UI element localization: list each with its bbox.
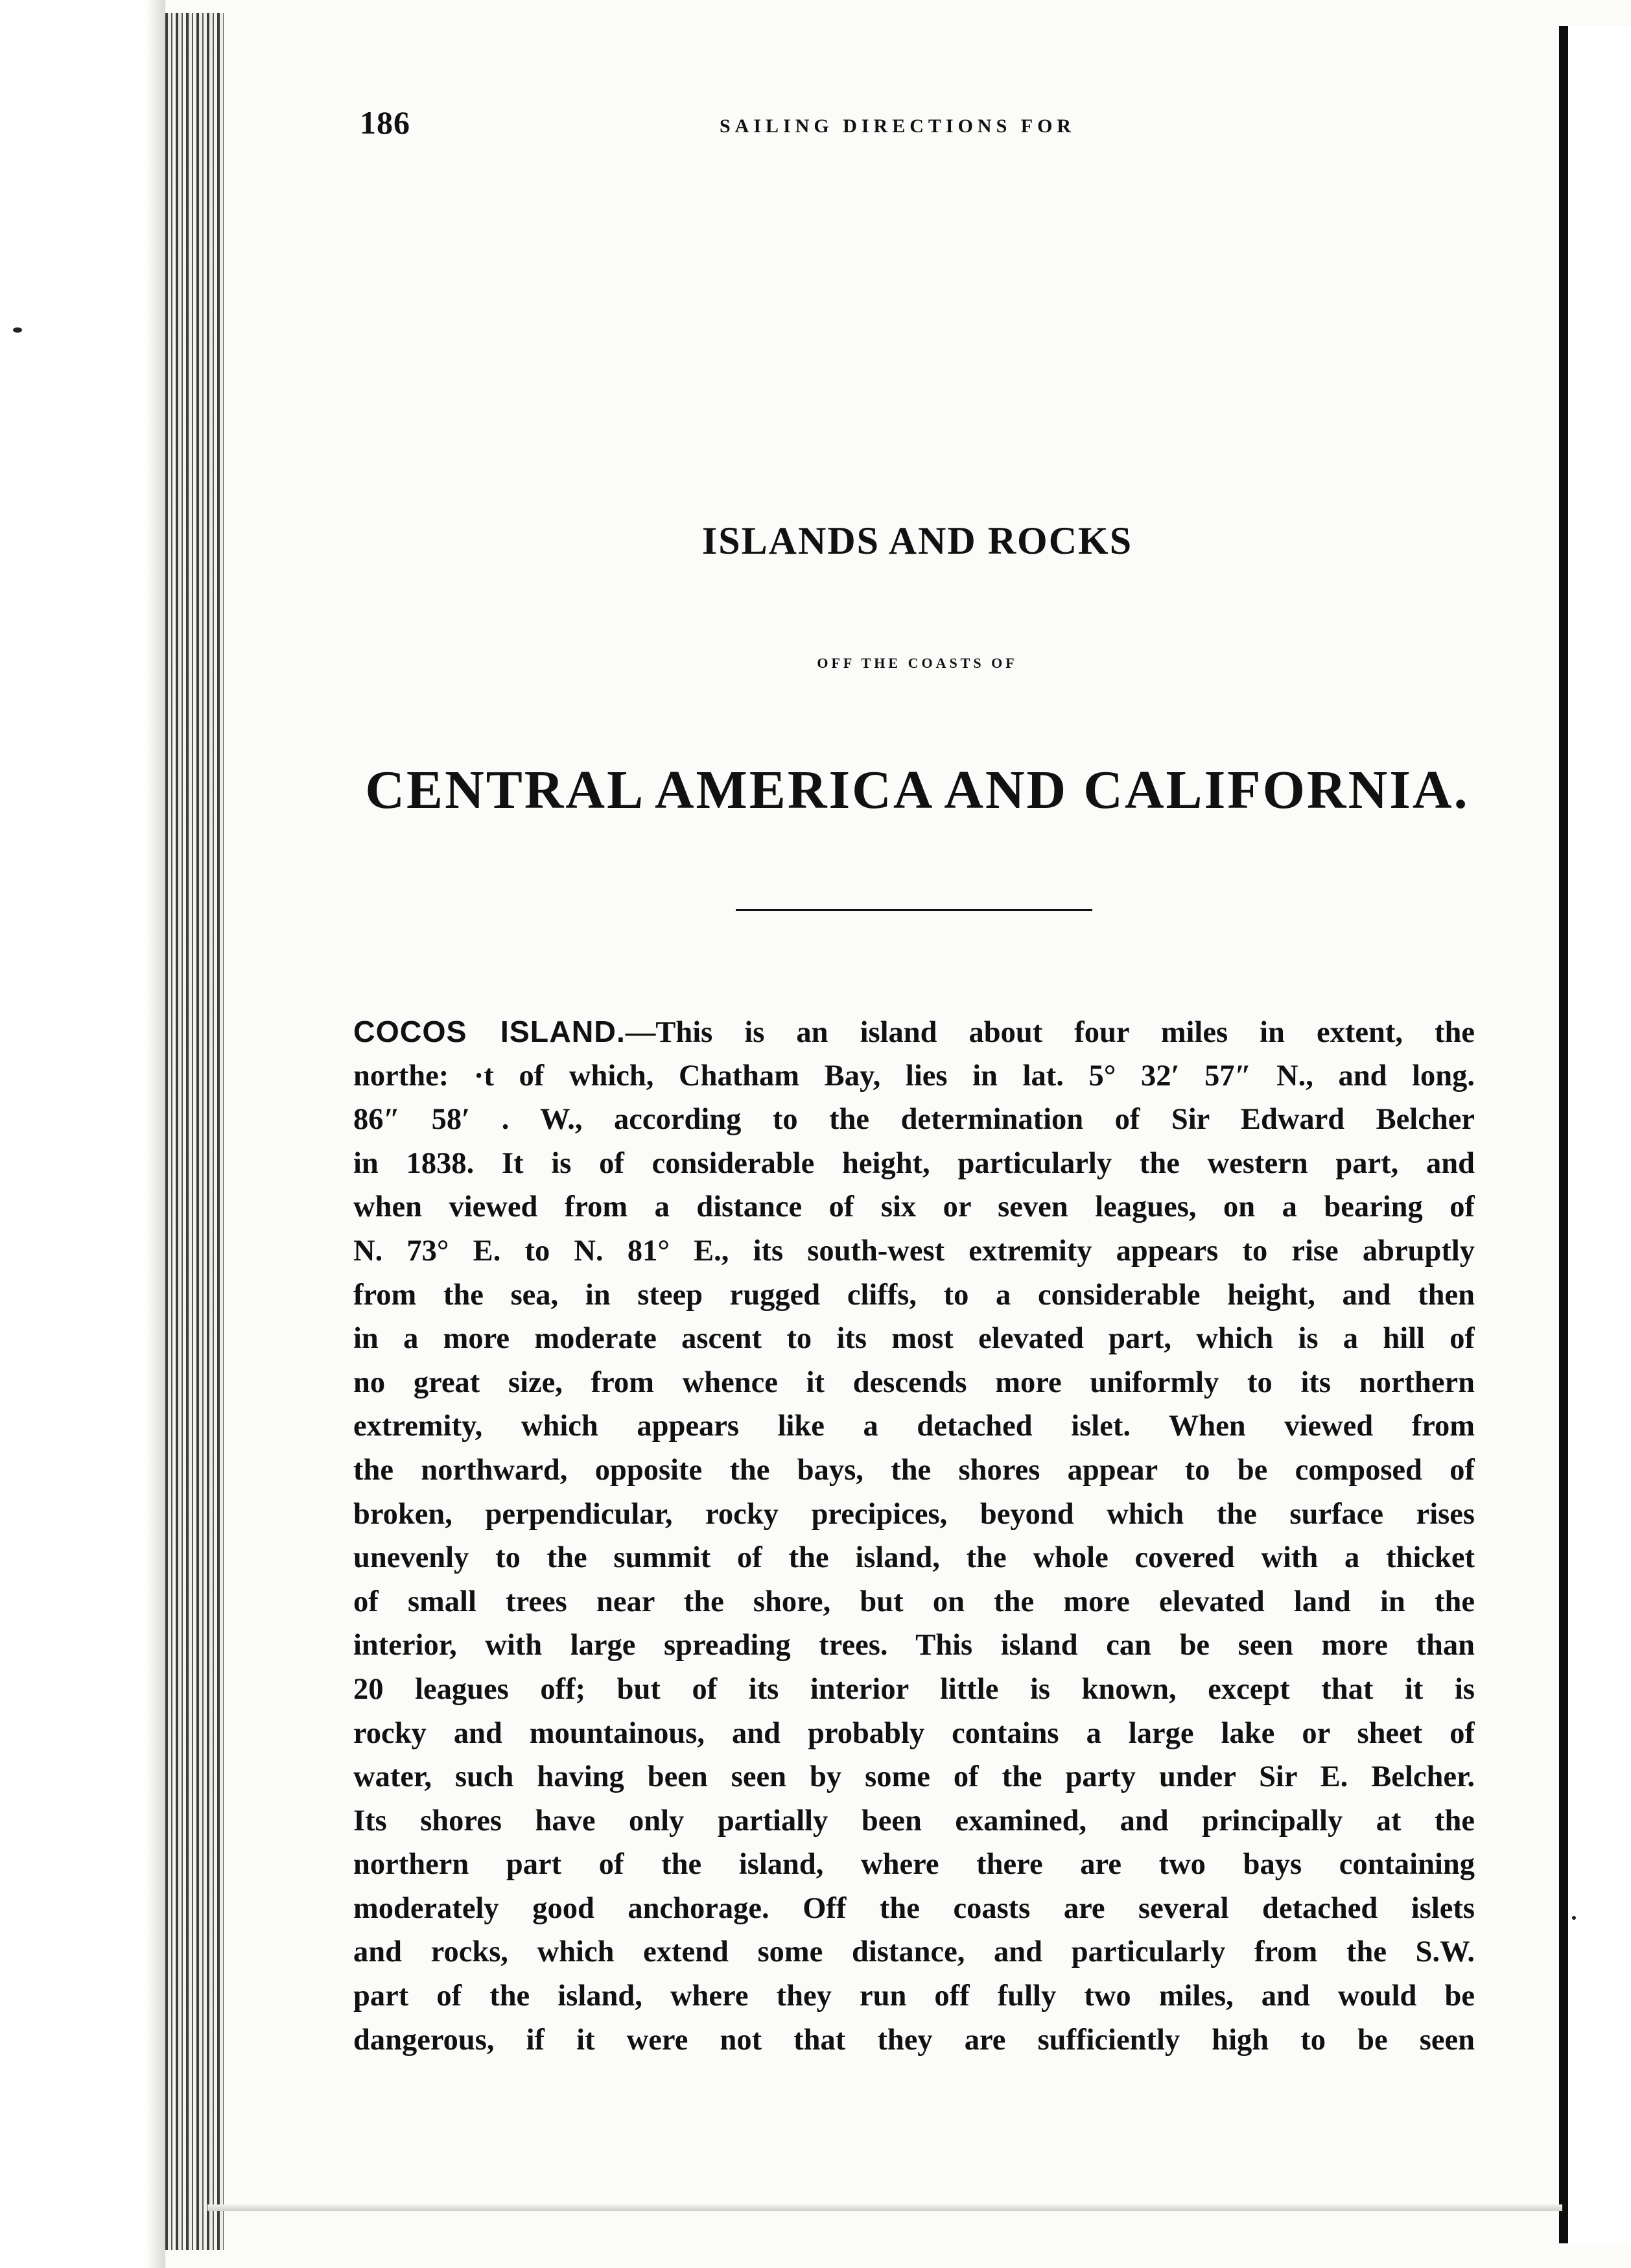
text-line: N. 73° E. to N. 81° E., its south-west extremity appears to rise abruptly <box>353 1234 1475 1268</box>
section-heading: CENTRAL AMERICA AND CALIFORNIA. <box>365 760 1470 820</box>
text-line: interior, with large spreading trees. This island can be seen more than <box>353 1629 1475 1662</box>
text-line: rocky and mountainous, and probably contains a large lake or sheet of <box>353 1716 1475 1750</box>
page-edges-binding <box>165 13 224 2250</box>
text-line-content: —This is an island about four miles in extent, the <box>625 1016 1475 1049</box>
scan-margin-left <box>0 0 146 2268</box>
lead-in-heading: COCOS ISLAND. <box>353 1015 626 1048</box>
page-header <box>360 104 1475 149</box>
section-title: ISLANDS AND ROCKS <box>701 519 1133 562</box>
text-line: water, such having been seen by some of the party under Sir E. Belcher. <box>353 1760 1475 1794</box>
text-line: part of the island, where they run off fully two miles, and would be <box>353 1979 1475 2013</box>
text-line: in a more moderate ascent to its most elevated part, which is a hill of <box>353 1322 1475 1356</box>
scan-speck <box>13 327 22 333</box>
text-line <box>353 1010 1475 1054</box>
section-subtitle: OFF THE COASTS OF <box>817 655 1018 671</box>
binding-shadow <box>146 0 165 2268</box>
text-line: unevenly to the summit of the island, the whole covered with a thicket <box>353 1541 1475 1575</box>
text-line: moderately good anchorage. Off the coasts are several detached islets <box>353 1891 1475 1925</box>
page-right-edge <box>1559 26 1568 2243</box>
text-line: and rocks, which extend some distance, and particularly from the S.W. <box>353 1935 1475 1969</box>
page-bottom-edge <box>207 2204 1562 2211</box>
running-head: SAILING DIRECTIONS FOR <box>720 115 1076 137</box>
scan-speck <box>1572 1916 1576 1920</box>
body-paragraph <box>353 1010 1475 2062</box>
text-line: in 1838. It is of considerable height, particularly the western part, and <box>353 1146 1475 1180</box>
text-line: extremity, which appears like a detached islet. When viewed from <box>353 1410 1475 1443</box>
text-line: the northward, opposite the bays, the shores appear to be composed of <box>353 1453 1475 1487</box>
text-line: 86″ 58′ . W., according to the determination of Sir Edward Belcher <box>353 1103 1475 1137</box>
text-line: no great size, from whence it descends more uniformly to its northern <box>353 1365 1475 1399</box>
text-line: Its shores have only partially been examined, and principally at the <box>353 1804 1475 1837</box>
text-line: when viewed from a distance of six or seven leagues, on a bearing of <box>353 1190 1475 1224</box>
text-line: dangerous, if it were not that they are sufficiently high to be seen <box>353 2023 1475 2057</box>
adjacent-page <box>1568 26 1631 2243</box>
title-rule-divider <box>736 909 1092 911</box>
text-line: of small trees near the shore, but on the more elevated land in the <box>353 1585 1475 1618</box>
text-line: 20 leagues off; but of its interior little is known, except that it is <box>353 1672 1475 1706</box>
text-line: northern part of the island, where there are two bays containing <box>353 1848 1475 1882</box>
text-line: from the sea, in steep rugged cliffs, to a considerable height, and then <box>353 1278 1475 1312</box>
page-number: 186 <box>360 104 410 141</box>
text-line: broken, perpendicular, rocky precipices, beyond which the surface rises <box>353 1497 1475 1531</box>
text-line: northe: ·t of which, Chatham Bay, lies in lat. 5° 32′ 57″ N., and long. <box>353 1059 1475 1093</box>
